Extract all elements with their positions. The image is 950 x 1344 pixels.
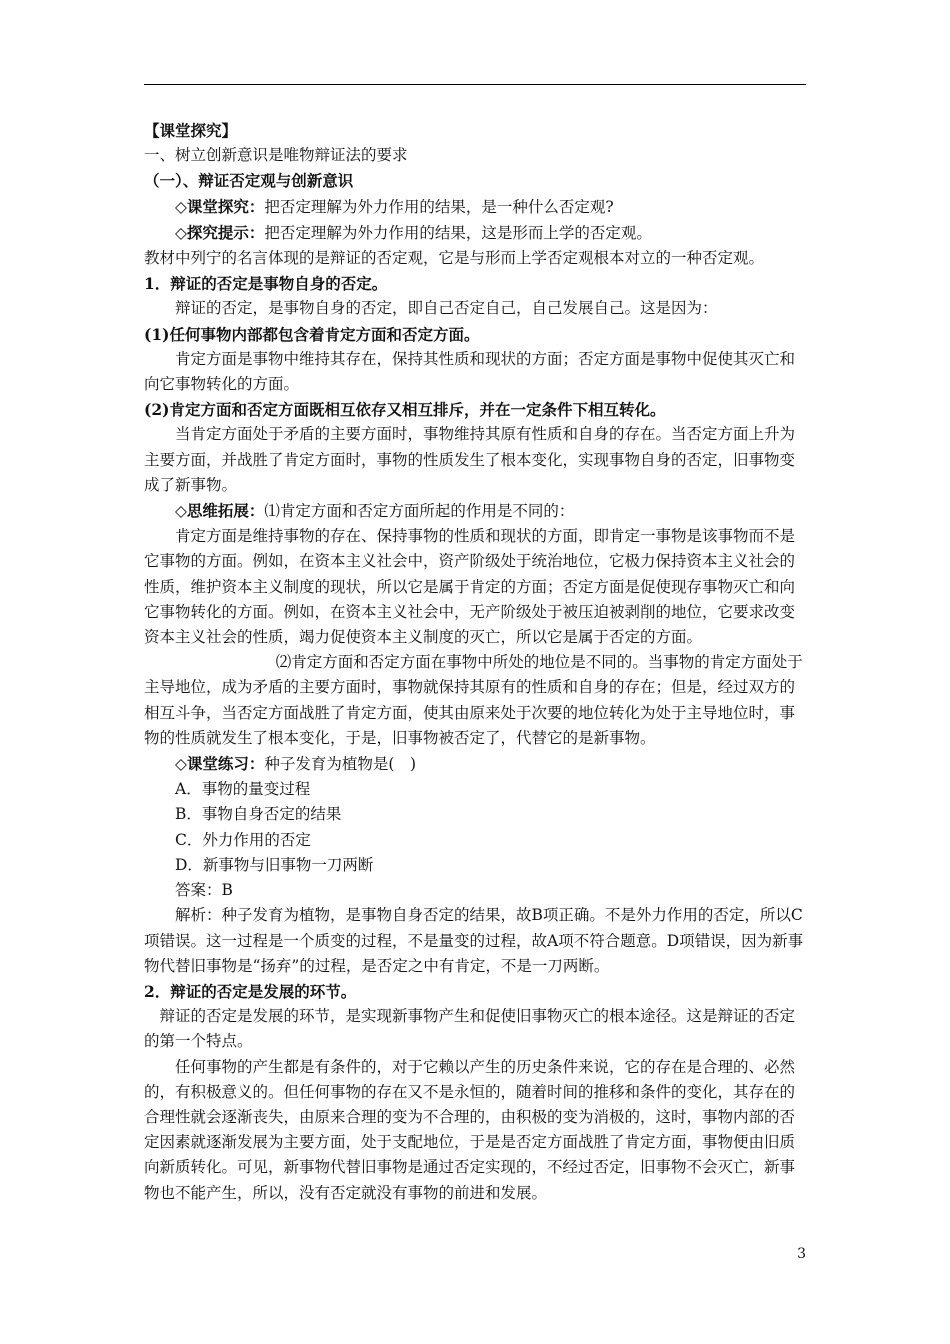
paragraph: 肯定方面是维持事物的存在、保持事物的性质和现状的方面，即肯定一事物是该事物而不是它事物的方面。例如，在资本主义社会中，资产阶级处于统治地位，它极力保持资本主义社会的性质，维护资本主义制度的现状，所以它是属于肯定的方面；否定方面是促使现存事物灭亡和向它事物转化的方面。例如，在资本主义社会中，无产阶级处于被压迫被剥削的地位，它要求改变资本主义社会的性质，竭力促使资本主义制度的灭亡，所以它是属于否定的方面。 xyxy=(144,527,796,647)
page-number: 3 xyxy=(797,1246,806,1262)
inline-label: ◇课堂探究： xyxy=(175,196,265,216)
option-a: A．事物的量变过程 xyxy=(175,780,311,799)
exercise-question xyxy=(144,751,806,777)
option-b: B．事物自身否定的结果 xyxy=(175,805,342,824)
paragraph: 教材中列宁的名言体现的是辩证的否定观，它是与形而上学否定观根本对立的一种否定观。 xyxy=(144,249,765,268)
option-d: D．新事物与旧事物一刀两断 xyxy=(175,855,374,874)
option-c: C．外力作用的否定 xyxy=(175,830,311,849)
paragraph: 任何事物的产生都是有条件的，对于它赖以产生的历史条件来说，它的存在是合理的、必然的，有积极意义的。但任何事物的存在又不是永恒的，随着时间的推移和条件的变化，其存在的合理性就会逐渐丧失，由原来合理的变为不合理的，由积极的变为消极的，这时，事物内部的否定因素就逐渐发展为主要方面，处于支配地位，于是是否定方面战胜了肯定方面，事物便由旧质向新质转化。可见，新事物代替旧事物是通过否定实现的，不经过否定，旧事物不会灭亡，新事物也不能产生，所以，没有否定就没有事物的前进和发展。 xyxy=(144,1057,796,1202)
paragraph xyxy=(144,194,806,220)
inline-text: ⑴肯定方面和否定方面所起的作用是不同的： xyxy=(264,502,575,521)
inline-text: 把否定理解为外力作用的结果，这是形而上学的否定观。 xyxy=(264,223,652,242)
document-body xyxy=(144,118,806,1206)
header-rule xyxy=(144,84,806,85)
analysis: 解析：种子发育为植物，是事物自身否定的结果，故B项正确。不是外力作用的否定，所以C项错误。这一过程是一个质变的过程，不是量变的过程，故A项不符合题意。D项错误，因为新事物代替旧事物是“扬弃”的过程，是否定之中有肯定，不是一刀两断。 xyxy=(144,906,804,975)
paragraph: 辩证的否定，是事物自身的否定，即自己否定自己，自己发展自己。这是因为： xyxy=(175,299,718,318)
point-heading: 1．辩证的否定是事物自身的否定。 xyxy=(144,274,388,294)
inline-label: ◇思维拓展： xyxy=(175,501,265,521)
subheading: （一）、辩证否定观与创新意识 xyxy=(144,171,354,191)
paragraph: 当肯定方面处于矛盾的主要方面时，事物维持其原有性质和自身的存在。当否定方面上升为主要方面，并战胜了肯定方面时，事物的性质发生了根本变化，实现事物自身的否定，旧事物变成了新事物。 xyxy=(144,425,796,494)
paragraph: 辩证的否定是发展的环节，是实现新事物产生和促使旧事物灭亡的根本途径。这是辩证的否定的第一个特点。 xyxy=(144,1007,796,1051)
paragraph: 肯定方面是事物中维持其存在，保持其性质和现状的方面；否定方面是事物中促使其灭亡和向它事物转化的方面。 xyxy=(144,349,796,394)
paragraph xyxy=(144,498,806,524)
inline-text: 种子发育为植物是( ) xyxy=(264,755,417,774)
point-heading: 2．辩证的否定是发展的环节。 xyxy=(144,981,357,1001)
inline-text: 把否定理解为外力作用的结果，是一种什么否定观? xyxy=(264,197,614,216)
inline-label: ◇探究提示： xyxy=(175,222,265,242)
point-heading: (2)肯定方面和否定方面既相互依存又相互排斥，并在一定条件下相互转化。 xyxy=(144,400,666,420)
answer: 答案：B xyxy=(175,881,233,900)
section-heading: 【课堂探究】 xyxy=(144,121,238,140)
point-heading: (1)任何事物内部都包含着肯定方面和否定方面。 xyxy=(144,324,480,344)
paragraph xyxy=(144,220,806,246)
inline-label: ◇课堂练习： xyxy=(175,754,265,774)
heading-1: 一、树立创新意识是唯物辩证法的要求 xyxy=(144,146,408,165)
paragraph: ⑵肯定方面和否定方面在事物中所处的地位是不同的。当事物的肯定方面处于主导地位，成为矛盾的主要方面时，事物就保持其原有的性质和自身的存在；但是，经过双方的相互斗争，当否定方面战胜了肯定方面，使其由原来处于次要的地位转化为处于主导地位时，事物的性质就发生了根本变化，于是，旧事物被否定了，代替它的是新事物。 xyxy=(144,653,803,747)
